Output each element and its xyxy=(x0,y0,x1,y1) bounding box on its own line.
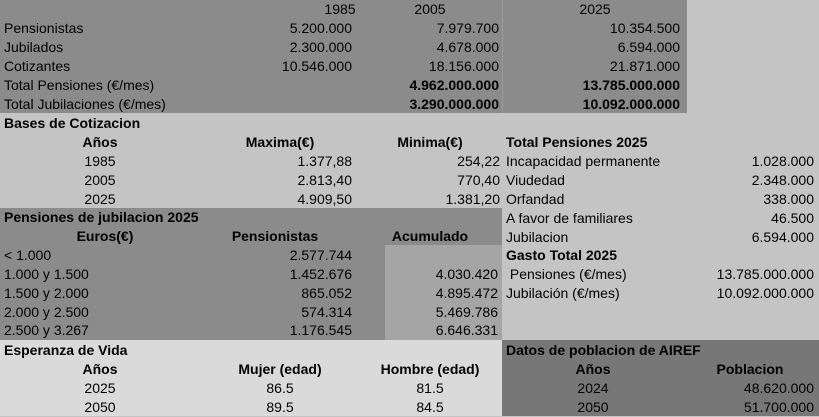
row-label-pensionistas: Pensionistas xyxy=(4,20,84,36)
cell: 2.300.000 xyxy=(289,39,352,55)
cell: A favor de familiares xyxy=(506,210,633,226)
cell: 6.594.000 xyxy=(751,229,814,245)
cell: 48.620.000 xyxy=(743,380,814,396)
cell: 6.594.000 xyxy=(617,39,680,55)
cell: Orfandad xyxy=(506,191,565,207)
cell: 81.5 xyxy=(416,380,444,396)
cell: 13.785.000.000 xyxy=(716,266,814,282)
cell: 10.092.000.000 xyxy=(716,285,814,301)
bases-title: Bases de Cotizacion xyxy=(4,115,141,131)
cell: 574.314 xyxy=(301,304,352,320)
cell: 3.290.000.000 xyxy=(409,96,499,112)
cell: 770,40 xyxy=(457,172,500,188)
cell: 1.028.000 xyxy=(751,153,814,169)
cell: 5.200.000 xyxy=(289,20,352,36)
total-pensiones-title: Total Pensiones 2025 xyxy=(506,134,648,150)
cell: < 1.000 xyxy=(4,247,52,263)
cell: 1.176.545 xyxy=(289,322,352,338)
cell: 4.909,50 xyxy=(297,191,352,207)
cell: 1.381,20 xyxy=(445,191,500,207)
cell: 10.546.000 xyxy=(281,58,352,74)
cell: 86.5 xyxy=(266,380,294,396)
cell: 2024 xyxy=(577,380,609,396)
airef-header-poblacion: Poblacion xyxy=(716,361,784,377)
cell: 1.452.676 xyxy=(289,266,352,282)
year-header-2005: 2005 xyxy=(414,1,446,17)
cell: 338.000 xyxy=(763,191,814,207)
cell: 865.052 xyxy=(301,285,352,301)
cell: 7.979.700 xyxy=(436,20,499,36)
year-header-1985: 1985 xyxy=(324,1,356,17)
cell: 1.500 y 2.000 xyxy=(4,285,89,301)
row-label-total-jubilaciones: Total Jubilaciones (€/mes) xyxy=(4,96,166,112)
esperanza-header-anos: Años xyxy=(82,361,118,377)
cell: 4.962.000.000 xyxy=(409,77,499,93)
airef-header-anos: Años xyxy=(575,361,611,377)
cell: Jubilacion xyxy=(506,229,569,245)
jubilacion-title: Pensiones de jubilacion 2025 xyxy=(4,209,199,225)
cell: 4.678.000 xyxy=(436,39,499,55)
cell: Jubilación (€/mes) xyxy=(506,285,620,301)
cell: 6.646.331 xyxy=(435,322,498,338)
cell: 18.156.000 xyxy=(428,58,499,74)
gasto-title: Gasto Total 2025 xyxy=(506,247,618,263)
year-header-2025: 2025 xyxy=(579,1,611,17)
top-right-bg xyxy=(687,0,819,113)
row-label-cotizantes: Cotizantes xyxy=(4,58,71,74)
airef-title: Datos de poblacion de AIREF xyxy=(506,342,701,358)
cell: Incapacidad permanente xyxy=(506,153,661,169)
cell: 10.354.500 xyxy=(609,20,680,36)
bases-header-maxima: Maxima(€) xyxy=(245,134,315,150)
row-label-jubilados: Jubilados xyxy=(4,39,64,55)
cell: 84.5 xyxy=(416,399,444,415)
cell: 2050 xyxy=(577,399,609,415)
cell: 51.700.000 xyxy=(743,399,814,415)
jubilacion-header-euros: Euros(€) xyxy=(76,228,134,244)
cell: 4.030.420 xyxy=(435,266,498,282)
esperanza-header-mujer: Mujer (edad) xyxy=(238,361,322,377)
cell: 2050 xyxy=(84,399,116,415)
cell: 2.500 y 3.267 xyxy=(4,322,89,338)
cell: 21.871.000 xyxy=(609,58,680,74)
cell: 1.000 y 1.500 xyxy=(4,266,89,282)
cell: 5.469.786 xyxy=(435,304,498,320)
cell: 2025 xyxy=(84,380,116,396)
cell: 2005 xyxy=(84,172,116,188)
esperanza-header-hombre: Hombre (edad) xyxy=(380,361,480,377)
jubilacion-header-pensionistas: Pensionistas xyxy=(231,228,319,244)
bases-header-anos: Años xyxy=(82,134,118,150)
jubilacion-header-acumulado: Acumulado xyxy=(391,228,469,244)
cell: 1985 xyxy=(84,153,116,169)
cell: 2025 xyxy=(84,191,116,207)
bases-header-minima: Minima(€) xyxy=(397,134,463,150)
row-label-total-pensiones: Total Pensiones (€/mes) xyxy=(4,77,155,93)
cell: 2.577.744 xyxy=(289,247,352,263)
divider xyxy=(502,0,503,113)
cell: Pensiones (€/mes) xyxy=(506,266,627,282)
cell: 4.895.472 xyxy=(435,285,498,301)
cell: 13.785.000.000 xyxy=(582,77,680,93)
esperanza-title: Esperanza de Vida xyxy=(4,342,128,358)
cell: 2.000 y 2.500 xyxy=(4,304,89,320)
cell: 2.348.000 xyxy=(751,172,814,188)
cell: 254,22 xyxy=(457,153,500,169)
cell: 10.092.000.000 xyxy=(582,96,680,112)
cell: 46.500 xyxy=(771,210,814,226)
cell: 2.813,40 xyxy=(297,172,352,188)
cell: 1.377,88 xyxy=(297,153,352,169)
cell: Viudedad xyxy=(506,172,565,188)
cell: 89.5 xyxy=(266,399,294,415)
